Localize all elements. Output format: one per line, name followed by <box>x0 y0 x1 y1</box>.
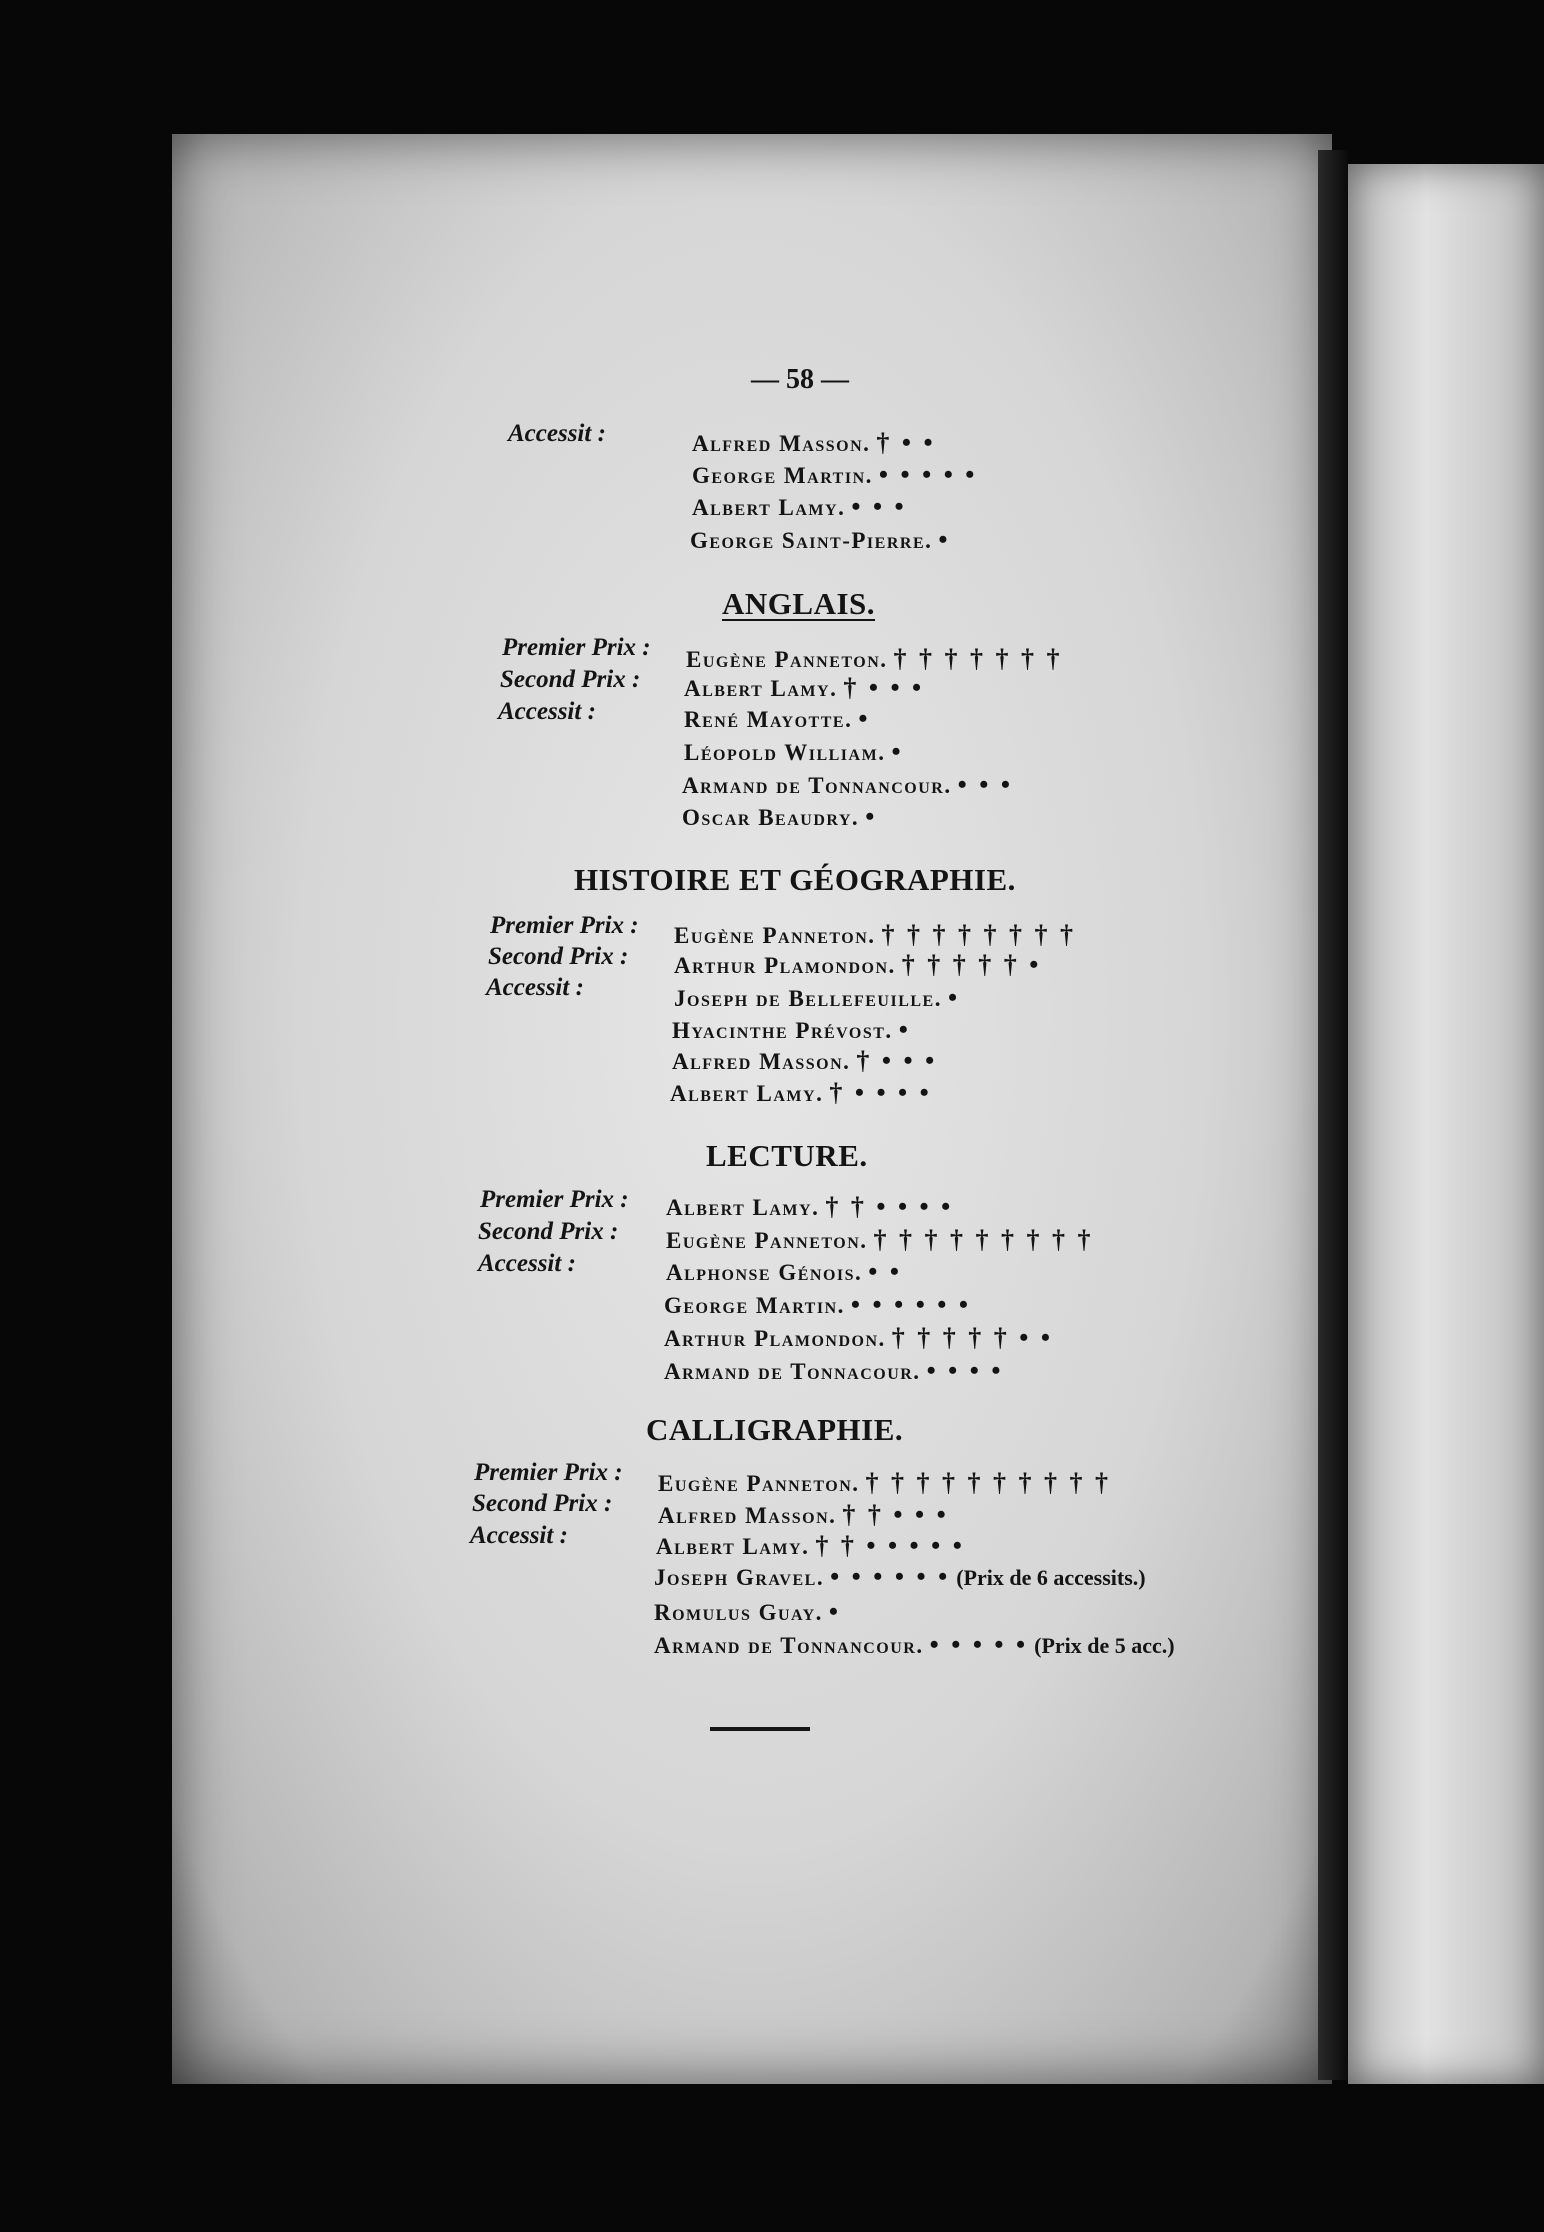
list-item: Léopold William. • <box>684 737 904 766</box>
list-item: Albert Lamy. • • • <box>692 492 907 521</box>
premier-prix-label: Premier Prix : <box>490 912 639 939</box>
premier-prix-label: Premier Prix : <box>480 1186 629 1213</box>
accessit-label: Accessit : <box>478 1250 576 1277</box>
section-heading-anglais: ANGLAIS. <box>722 586 876 621</box>
list-item: George Martin. • • • • • • <box>664 1290 972 1319</box>
second-prix-label: Second Prix : <box>478 1218 619 1245</box>
list-item: Arthur Plamondon. † † † † † • • <box>664 1323 1053 1352</box>
list-item: Albert Lamy. † • • • • <box>670 1078 932 1107</box>
list-item: Eugène Panneton. † † † † † † † † <box>674 920 1077 949</box>
second-prix-label: Second Prix : <box>488 943 629 970</box>
list-item: Hyacinthe Prévost. • <box>672 1015 911 1044</box>
section-heading-lecture: LECTURE. <box>706 1138 868 1173</box>
premier-prix-label: Premier Prix : <box>502 634 651 661</box>
accessit-label: Accessit : <box>486 974 584 1001</box>
accessit-label: Accessit : <box>470 1522 568 1549</box>
second-prix-label: Second Prix : <box>472 1490 613 1517</box>
list-item: Eugène Panneton. † † † † † † † <box>686 644 1063 673</box>
list-item: George Saint-Pierre. • <box>690 525 951 554</box>
list-item: George Martin. • • • • • <box>692 460 978 489</box>
list-item: Arthur Plamondon. † † † † † • <box>674 950 1042 979</box>
list-item: Alfred Masson. † • • • <box>672 1046 938 1075</box>
list-item: Armand de Tonnacour. • • • • <box>664 1356 1004 1385</box>
list-item: Armand de Tonnancour. • • • • • (Prix de 5 acc.) <box>654 1630 1175 1659</box>
list-item: Oscar Beaudry. • <box>682 802 878 831</box>
list-item: Alphonse Génois. • • <box>666 1257 902 1286</box>
list-item: Joseph Gravel. • • • • • • (Prix de 6 accessits.) <box>654 1562 1146 1591</box>
list-item: Romulus Guay. • <box>654 1597 842 1626</box>
accessit-label: Accessit : <box>508 420 606 447</box>
list-item: Eugène Panneton. † † † † † † † † † † <box>658 1468 1112 1497</box>
list-item: Joseph de Bellefeuille. • <box>674 983 961 1012</box>
list-item: Albert Lamy. † • • • <box>684 673 925 702</box>
list-item: Eugène Panneton. † † † † † † † † † <box>666 1225 1094 1254</box>
page-number: — 58 — <box>751 364 849 395</box>
section-heading-calligraphie: CALLIGRAPHIE. <box>646 1412 904 1447</box>
section-heading-histoire: HISTOIRE ET GÉOGRAPHIE. <box>574 862 1016 897</box>
list-item: Armand de Tonnancour. • • • <box>682 770 1013 799</box>
list-item: Alfred Masson. † † • • • <box>658 1500 949 1529</box>
list-item: Alfred Masson. † • • <box>692 428 936 457</box>
list-item: René Mayotte. • <box>684 704 871 733</box>
premier-prix-label: Premier Prix : <box>474 1459 623 1486</box>
second-prix-label: Second Prix : <box>500 666 641 693</box>
list-item: Albert Lamy. † † • • • • <box>666 1192 954 1221</box>
list-item: Albert Lamy. † † • • • • • <box>656 1531 965 1560</box>
closing-rule <box>710 1727 810 1731</box>
accessit-label: Accessit : <box>498 698 596 725</box>
